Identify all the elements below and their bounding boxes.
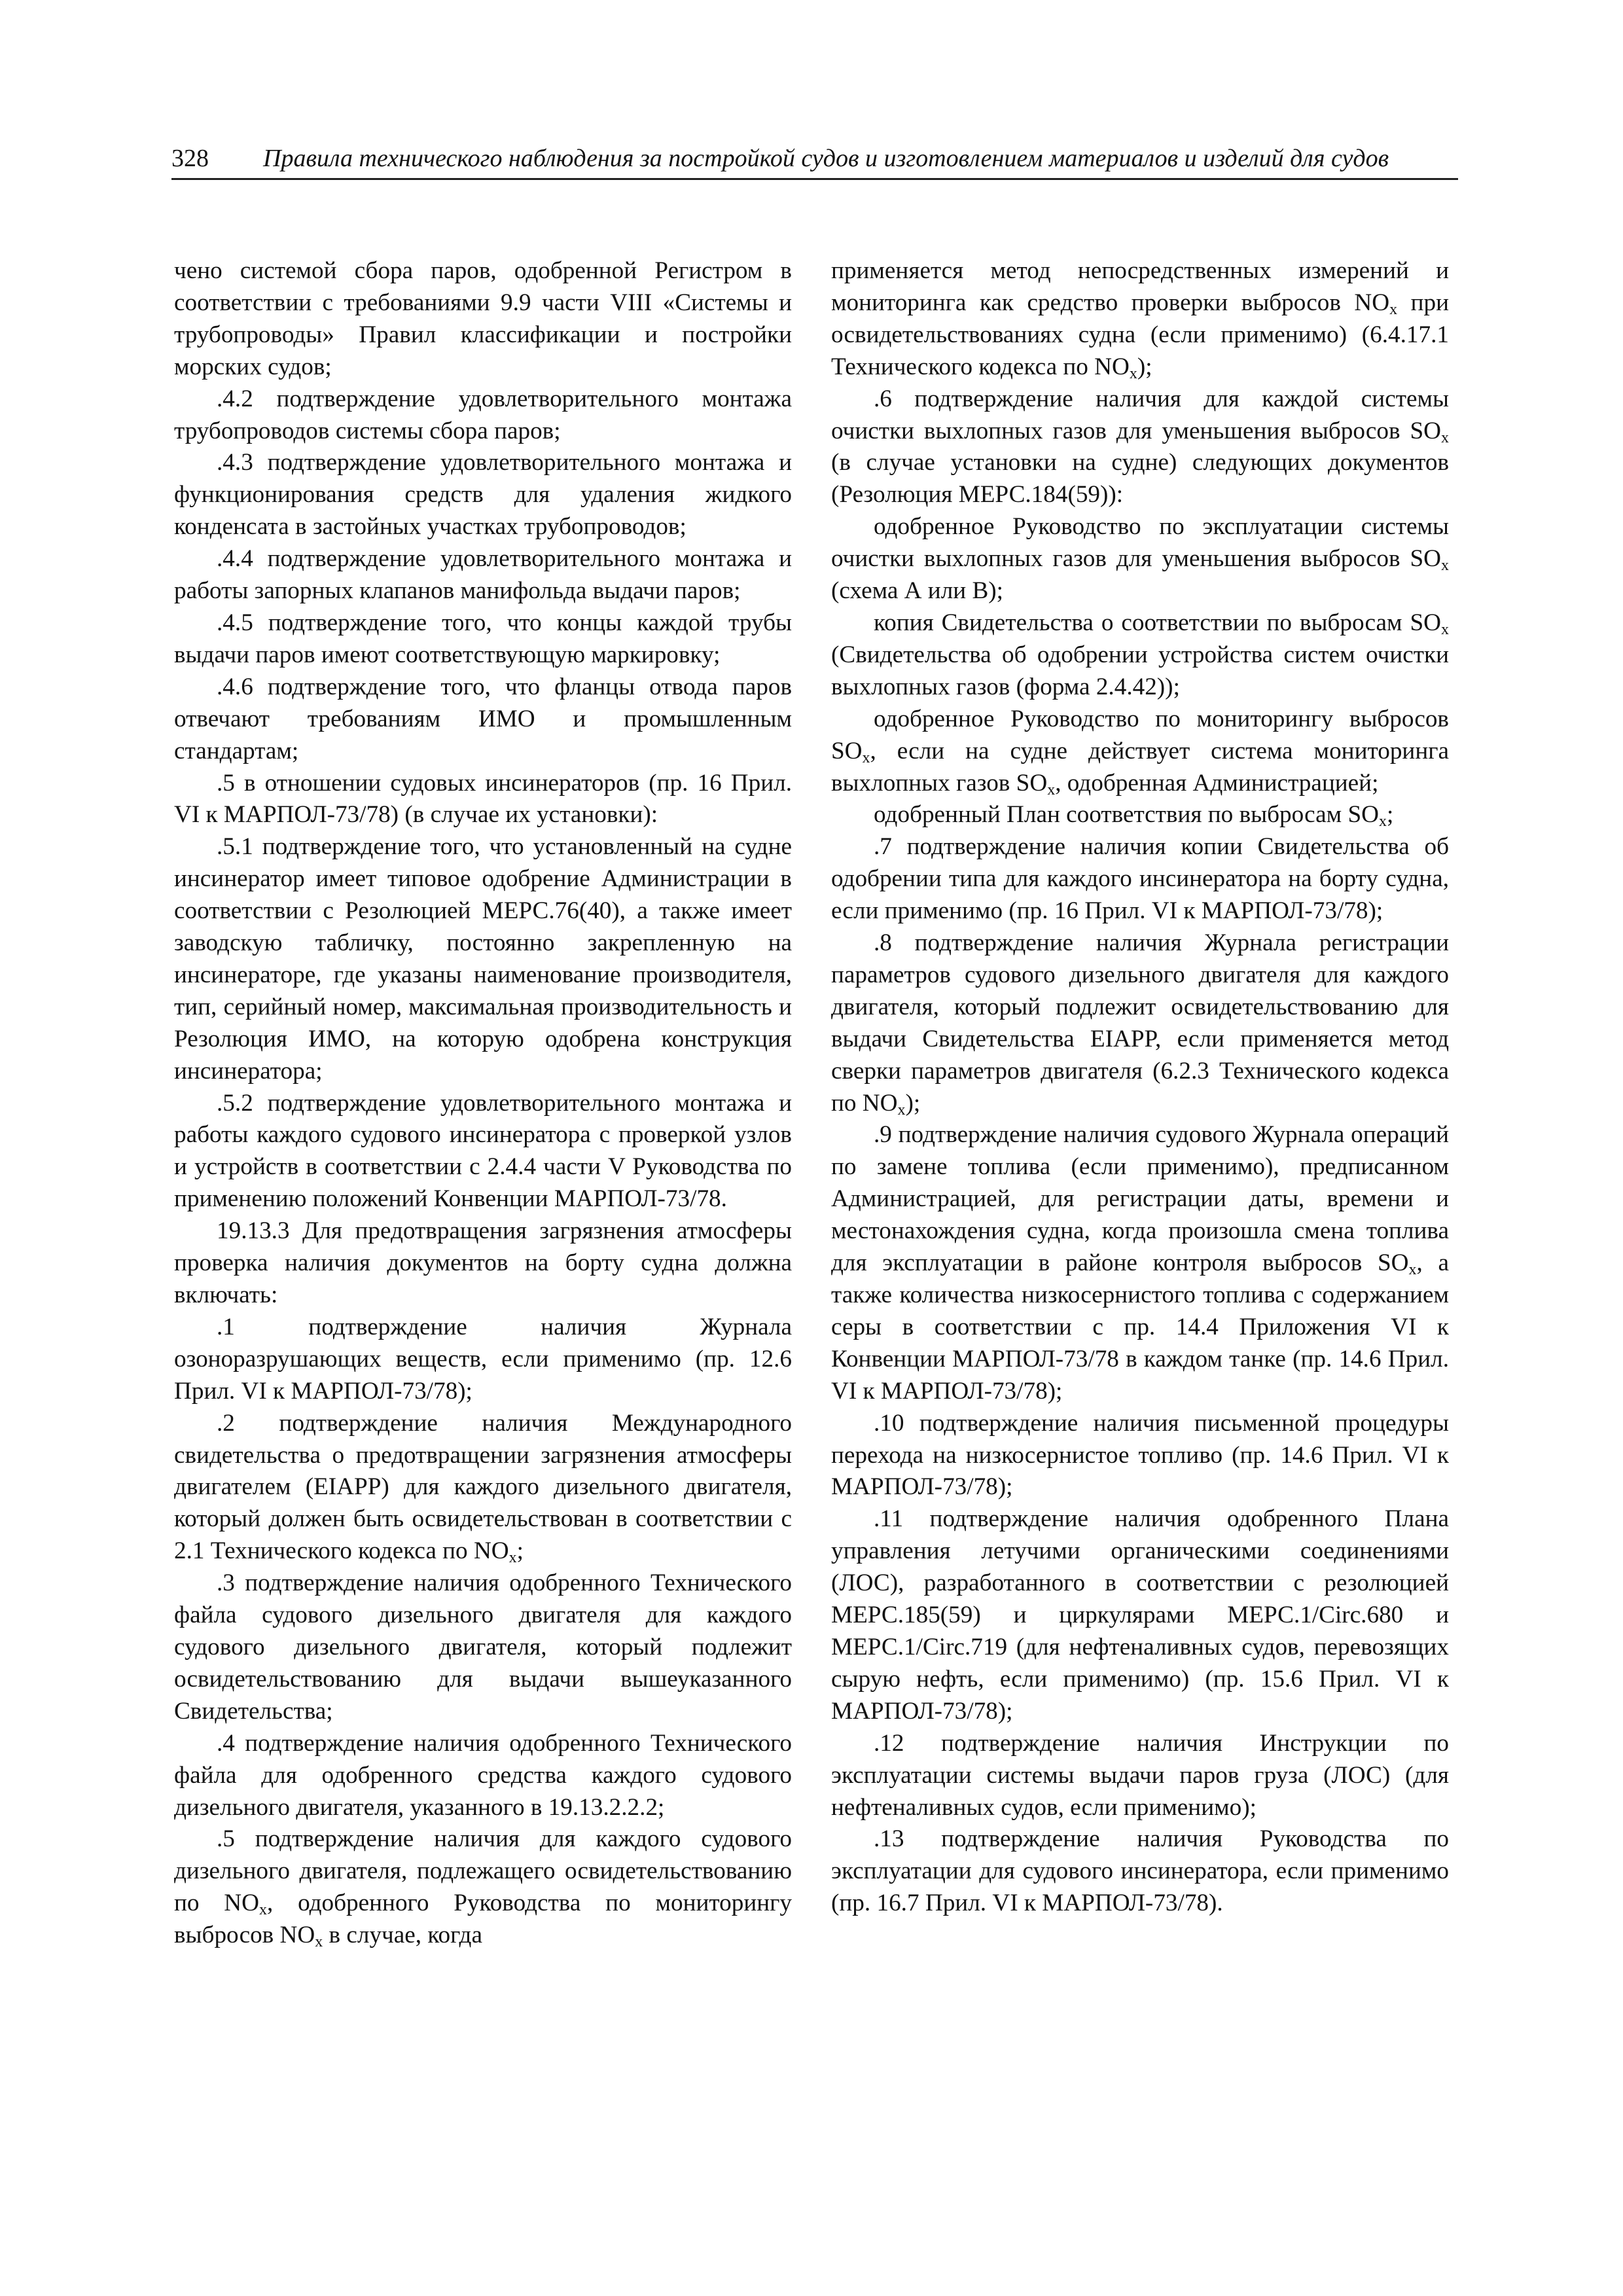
paragraph-text: .2 подтверждение наличия Международного свидетельства о предотвращении загрязнения атмосферы двигателем (EIAPP) для каждого дизельного двигателя, который должен быть освидетельствован в соответствии с 2.1 Технического кодекса по NO xyxy=(174,1409,792,1565)
paragraph-text: .4.6 подтверждение того, что фланцы отвода паров отвечают требованиям ИМО и промышленным стандартам; xyxy=(174,673,792,764)
subscript: x xyxy=(1129,365,1137,382)
paragraph-text: (Свидетельства об одобрении устройства систем очистки выхлопных газов (форма 2.4.42)); xyxy=(831,641,1449,700)
paragraph xyxy=(174,255,792,384)
subscript: x xyxy=(1389,300,1398,318)
subscript: x xyxy=(315,1933,323,1951)
paragraph-text: , одобренная Администрацией; xyxy=(1055,769,1379,797)
paragraph xyxy=(174,543,792,607)
paragraph-text: .4 подтверждение наличия одобренного Технического файла для одобренного средства каждого судового дизельного двигателя, указанного в 19.13.2.2.2; xyxy=(174,1729,792,1821)
paragraph-text: 19.13.3 Для предотвращения загрязнения атмосферы проверка наличия документов на борту судна должна включать: xyxy=(174,1217,792,1308)
paragraph xyxy=(174,1568,792,1728)
paragraph-text: .5.2 подтверждение удовлетворительного монтажа и работы каждого судового инсинератора с проверкой узлов и устройств в соответствии с 2.4.4 части V Руководства по применению положений Конвенции МАРПОЛ-73/78. xyxy=(174,1089,792,1213)
paragraph-text: .8 подтверждение наличия Журнала регистрации параметров судового дизельного двигателя для каждого двигателя, который подлежит освидетельствованию для выдачи Свидетельства EIAPP, если применяется метод сверки параметров двигателя (6.2.3 Технического кодекса по NO xyxy=(831,929,1449,1117)
paragraph-text: .9 подтверждение наличия судового Журнала операций по замене топлива (если применимо), предписанном Администрацией, для регистрации даты, времени и местонахождения судна, когда произошла смена топлива для эксплуатации в районе контроля выбросов SO xyxy=(831,1121,1449,1277)
paragraph-text: .7 подтверждение наличия копии Свидетельства об одобрении типа для каждого инсинератора на борту судна, если применимо (пр. 16 Прил. VI к МАРПОЛ-73/78); xyxy=(831,833,1449,925)
paragraph xyxy=(174,1088,792,1216)
paragraph xyxy=(174,384,792,448)
paragraph xyxy=(831,927,1449,1119)
paragraph-text: .3 подтверждение наличия одобренного Технического файла судового дизельного двигателя для каждого судового дизельного двигателя, который подлежит освидетельствованию для выдачи вышеуказанного Свидетельства; xyxy=(174,1570,792,1725)
paragraph-text: чено системой сбора паров, одобренной Регистром в соответствии с требованиями 9.9 части VIII «Системы и трубопроводы» Правил классификации и постройки морских судов; xyxy=(174,257,792,380)
paragraph-text: (в случае установки на судне) следующих документов (Резолюция МЕРС.184(59)): xyxy=(831,449,1449,509)
page-number: 328 xyxy=(171,145,209,172)
paragraph-text: при освидетельствованиях судна (если применимо) (6.4.17.1 Технического кодекса по NO xyxy=(831,289,1449,380)
paragraph-text: .4.5 подтверждение того, что концы каждой трубы выдачи паров имеют соответствующую маркировку; xyxy=(174,609,792,668)
subscript: x xyxy=(1408,1261,1417,1279)
subscript: x xyxy=(862,749,870,766)
paragraph xyxy=(174,1312,792,1408)
subscript: x xyxy=(1441,620,1449,638)
paragraph-text: ); xyxy=(1137,353,1152,380)
paragraph xyxy=(831,384,1449,512)
paragraph-text: .5.1 подтверждение того, что установленный на судне инсинератор имеет типовое одобрение Администрации в соответствии с Резолюцией МЕРС.76(40), а также имеет заводскую табличку, постоянно закрепленную на инсинераторе, где указаны наименование производителя, тип, серийный номер, максимальная производительность и Резолюция ИМО, на которую одобрена конструкция инсинератора; xyxy=(174,833,792,1085)
paragraph xyxy=(831,607,1449,704)
subscript: x xyxy=(1441,429,1449,446)
paragraph-text: , одобренного Руководства по мониторингу выбросов NO xyxy=(174,1890,792,1949)
paragraph-text: .13 подтверждение наличия Руководства по эксплуатации для судового инсинератора, если применимо (пр. 16.7 Прил. VI к МАРПОЛ-73/78). xyxy=(831,1825,1449,1917)
paragraph-text: одобренное Руководство по эксплуатации системы очистки выхлопных газов для уменьшения выбросов SO xyxy=(831,513,1449,573)
subscript: x xyxy=(508,1549,517,1567)
paragraph xyxy=(174,1215,792,1312)
subscript: x xyxy=(1379,813,1387,831)
running-title: Правила технического наблюдения за постройкой судов и изготовлением материалов и изделий для судов xyxy=(263,145,1389,172)
paragraph xyxy=(831,1119,1449,1407)
paragraph-text: , а также количества низкосернистого топлива с содержанием серы в соответствии с пр. 14.4 Приложения VI к Конвенции МАРПОЛ-73/78 в каждом танке (пр. 14.6 Прил. VI к МАРПОЛ-73/78); xyxy=(831,1249,1450,1405)
paragraph xyxy=(831,799,1449,831)
paragraph-text: .10 подтверждение наличия письменной процедуры перехода на низкосернистое топливо (пр. 14.6 Прил. VI к МАРПОЛ-73/78); xyxy=(831,1409,1449,1501)
subscript: x xyxy=(1047,781,1056,798)
paragraph-text: .4.4 подтверждение удовлетворительного монтажа и работы запорных клапанов манифольда выдачи паров; xyxy=(174,545,792,605)
paragraph xyxy=(831,255,1449,384)
paragraph-text: ; xyxy=(516,1537,524,1565)
paragraph-text: в случае, когда xyxy=(323,1922,482,1949)
paragraph-text: ; xyxy=(1387,801,1394,829)
paragraph-text: применяется метод непосредственных измерений и мониторинга как средство проверки выбросов NO xyxy=(831,257,1449,316)
paragraph xyxy=(174,768,792,832)
paragraph-text: .12 подтверждение наличия Инструкции по эксплуатации системы выдачи паров груза (ЛОС) (для нефтеналивных судов, если применимо); xyxy=(831,1729,1449,1821)
paragraph-text: .5 в отношении судовых инсинераторов (пр. 16 Прил. VI к МАРПОЛ-73/78) (в случае их установки): xyxy=(174,769,792,829)
paragraph-text: (схема А или В); xyxy=(831,577,1003,605)
paragraph xyxy=(174,831,792,1087)
paragraph-text: .5 подтверждение наличия для каждого судового дизельного двигателя, подлежащего освидетельствованию по NO xyxy=(174,1825,792,1917)
paragraph-text: одобренное Руководство по мониторингу выбросов SO xyxy=(831,705,1449,764)
paragraph xyxy=(174,447,792,543)
paragraph-text: одобренный План соответствия по выбросам SO xyxy=(874,801,1379,829)
paragraph-text: ); xyxy=(905,1089,921,1117)
paragraph-text: .1 подтверждение наличия Журнала озоноразрушающих веществ, если применимо (пр. 12.6 Прил. VI к МАРПОЛ-73/78); xyxy=(174,1313,792,1405)
paragraph-text: .6 подтверждение наличия для каждой системы очистки выхлопных газов для уменьшения выбросов SO xyxy=(831,385,1449,444)
paragraph xyxy=(174,607,792,672)
paragraph xyxy=(831,1408,1449,1504)
paragraph xyxy=(174,672,792,768)
subscript: x xyxy=(259,1901,267,1919)
paragraph xyxy=(174,1823,792,1952)
paragraph-text: , если на судне действует система мониторинга выхлопных газов SO xyxy=(831,737,1449,797)
paragraph-text: .4.3 подтверждение удовлетворительного монтажа и функционирования средств для удаления жидкого конденсата в застойных участках трубопроводов; xyxy=(174,449,792,541)
paragraph xyxy=(831,704,1449,800)
paragraph xyxy=(174,1728,792,1824)
paragraph-text: .11 подтверждение наличия одобренного Плана управления летучими органическими соединениями (ЛОС), разработанного в соответствии с резолюцией МЕРС.185(59) и циркулярами МЕРС.1/Circ.680 и МЕРС.1/Circ.719 (для нефтеналивных судов, перевозящих сырую нефть, если применимо) (пр. 15.6 Прил. VI к МАРПОЛ-73/78); xyxy=(831,1505,1449,1725)
paragraph xyxy=(831,1728,1449,1824)
paragraph xyxy=(831,511,1449,607)
left-column xyxy=(174,255,792,1952)
right-column xyxy=(831,255,1449,1920)
paragraph xyxy=(831,831,1449,927)
subscript: x xyxy=(897,1101,906,1119)
paragraph xyxy=(174,1408,792,1568)
paragraph xyxy=(831,1823,1449,1920)
paragraph-text: копия Свидетельства о соответствии по выбросам SO xyxy=(874,609,1441,636)
paragraph-text: .4.2 подтверждение удовлетворительного монтажа трубопроводов системы сбора паров; xyxy=(174,385,792,444)
page-header xyxy=(171,139,1458,180)
subscript: x xyxy=(1441,557,1449,575)
paragraph xyxy=(831,1503,1449,1727)
